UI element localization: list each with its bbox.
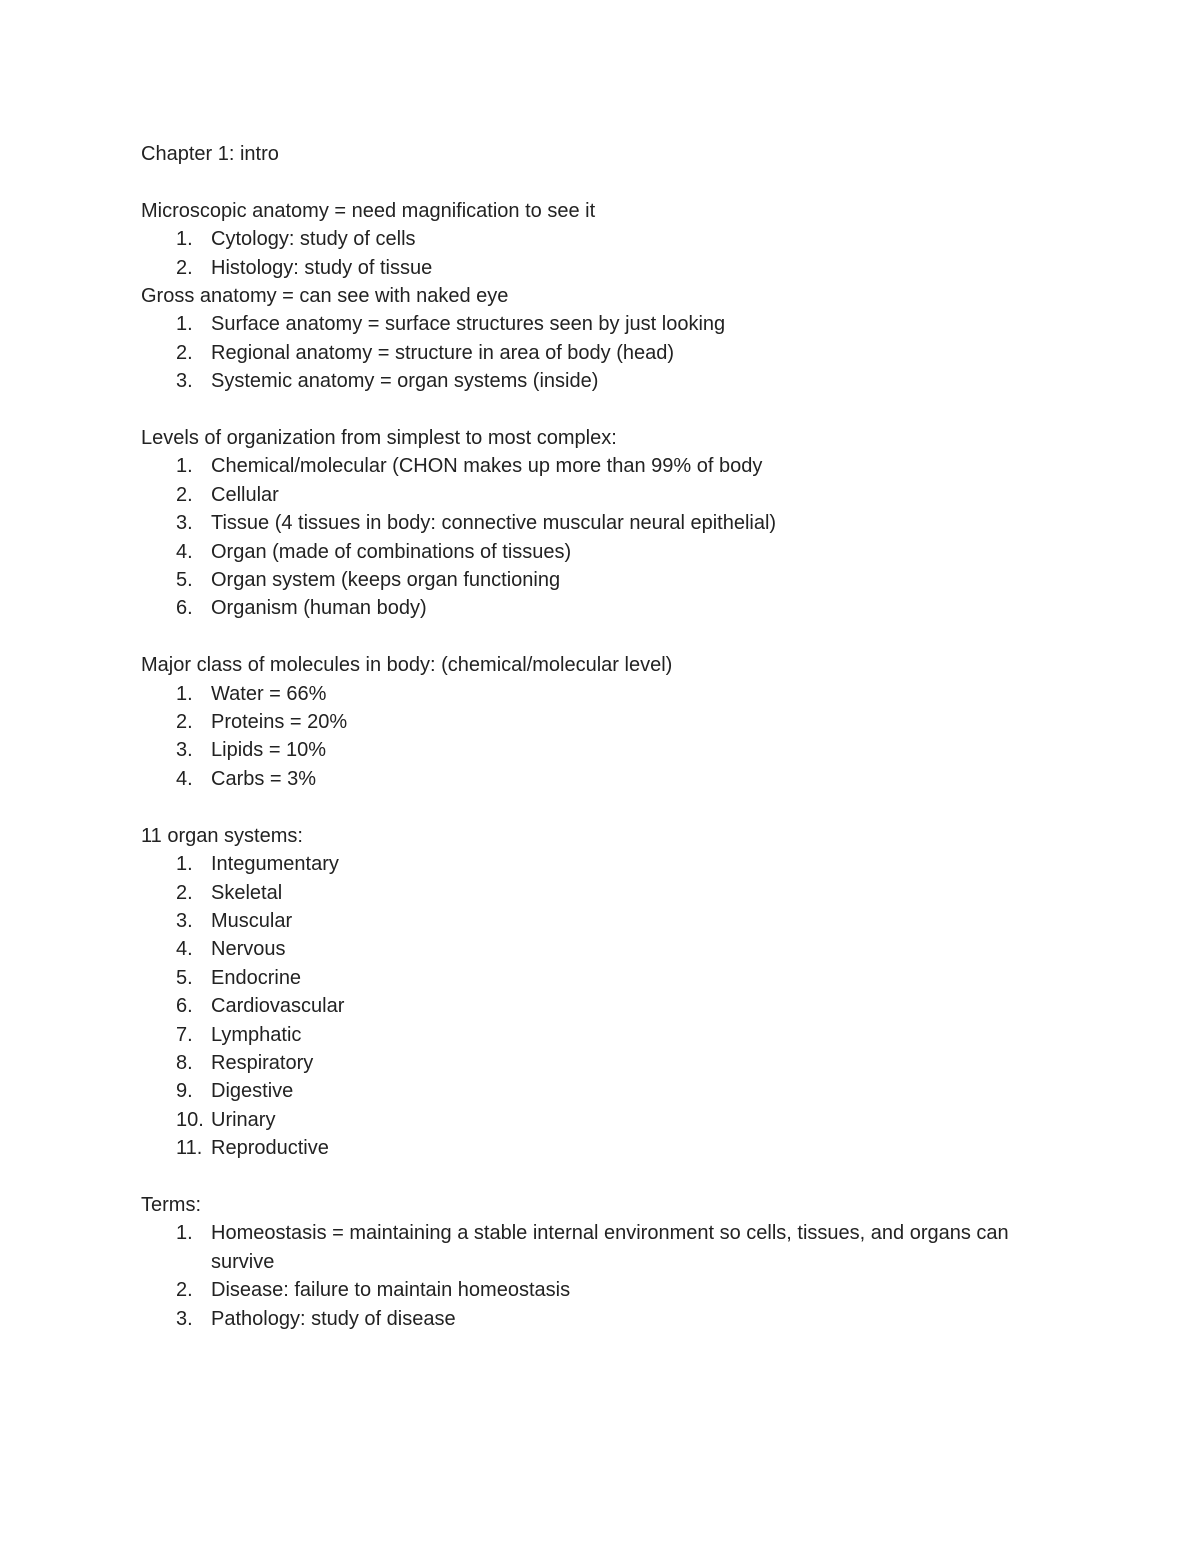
list-text: Lipids = 10% [211,739,327,762]
list-text: Urinary [211,1108,276,1131]
list-text: Organ system (keeps organ functioning [211,569,561,592]
list-number: 4. [176,938,193,961]
list-number: 3. [176,370,193,393]
list-text: Proteins = 20% [211,711,348,734]
section-heading-levels: Levels of organization from simplest to most complex: [141,427,617,450]
list-number: 2. [176,711,193,734]
list-gross [141,310,1041,395]
list-item [141,850,1041,878]
list-number: 1. [176,682,193,705]
list-number: 1. [176,853,193,876]
list-item [141,310,1041,338]
list-text: Organism (human body) [211,597,427,620]
list-item [141,907,1041,935]
list-item [141,225,1041,253]
list-item [141,594,1041,622]
list-item [141,509,1041,537]
spacer [141,396,1041,424]
list-item [141,879,1041,907]
list-item [141,1134,1041,1162]
list-number: 2. [176,483,193,506]
list-text: Water = 66% [211,682,327,705]
list-text: Integumentary [211,853,339,876]
list-text: Cytology: study of cells [211,228,416,251]
spacer [141,168,1041,196]
list-number: 5. [176,966,193,989]
list-text: Histology: study of tissue [211,256,433,279]
list-number: 6. [176,995,193,1018]
list-number: 6. [176,597,193,620]
list-number: 8. [176,1051,193,1074]
list-number: 1. [176,313,193,336]
list-item [141,708,1041,736]
list-item [141,992,1041,1020]
list-text: Pathology: study of disease [211,1307,456,1330]
document-body [141,140,1041,1333]
list-item [141,452,1041,480]
list-item [141,1049,1041,1077]
list-number: 4. [176,540,193,563]
list-text: Nervous [211,938,286,961]
list-number: 5. [176,569,193,592]
list-text: Reproductive [211,1137,329,1160]
list-text: Surface anatomy = surface structures seen by just looking [211,313,726,336]
list-microscopic [141,225,1041,282]
list-text: Homeostasis = maintaining a stable internal environment so cells, tissues, and organs can survive [211,1222,1009,1273]
list-number: 7. [176,1023,193,1046]
list-number: 9. [176,1080,193,1103]
list-item [141,481,1041,509]
list-item [141,566,1041,594]
list-number: 1. [176,1222,193,1245]
list-number: 3. [176,1307,193,1330]
list-number: 3. [176,739,193,762]
section-heading-organs: 11 organ systems: [141,824,303,847]
list-item [141,339,1041,367]
list-item [141,736,1041,764]
list-item [141,254,1041,282]
list-text: Respiratory [211,1051,314,1074]
list-number: 1. [176,228,193,251]
list-item [141,935,1041,963]
list-molecules [141,680,1041,794]
section-heading-terms: Terms: [141,1193,201,1216]
list-number: 2. [176,1279,193,1302]
list-text: Disease: failure to maintain homeostasis [211,1279,571,1302]
section-heading-gross: Gross anatomy = can see with naked eye [141,285,509,308]
spacer [141,623,1041,651]
list-item [141,1219,1041,1276]
section-heading-microscopic: Microscopic anatomy = need magnification to see it [141,199,596,222]
list-item [141,367,1041,395]
list-text: Skeletal [211,881,283,904]
list-levels [141,452,1041,622]
list-item [141,1106,1041,1134]
list-item [141,1021,1041,1049]
list-text: Cardiovascular [211,995,345,1018]
list-text: Muscular [211,909,293,932]
spacer [141,793,1041,821]
list-terms [141,1219,1041,1333]
list-text: Cellular [211,483,279,506]
page-title: Chapter 1: intro [141,143,279,165]
list-item [141,538,1041,566]
list-number: 3. [176,909,193,932]
list-number: 4. [176,767,193,790]
list-text: Chemical/molecular (CHON makes up more than 99% of body [211,455,763,478]
list-text: Endocrine [211,966,302,989]
list-text: Organ (made of combinations of tissues) [211,540,572,563]
list-number: 2. [176,881,193,904]
list-item [141,1077,1041,1105]
list-item [141,1276,1041,1304]
list-number: 2. [176,341,193,364]
list-text: Carbs = 3% [211,767,317,790]
list-item [141,964,1041,992]
list-text: Regional anatomy = structure in area of body (head) [211,341,675,364]
spacer [141,1163,1041,1191]
list-item [141,1305,1041,1333]
list-number: 3. [176,512,193,535]
list-number: 11. [176,1137,203,1160]
list-item [141,680,1041,708]
section-heading-molecules: Major class of molecules in body: (chemical/molecular level) [141,654,673,677]
list-text: Systemic anatomy = organ systems (inside) [211,370,599,393]
list-text: Tissue (4 tissues in body: connective muscular neural epithelial) [211,512,777,535]
list-number: 10. [176,1108,204,1131]
list-text: Lymphatic [211,1023,302,1046]
list-number: 2. [176,256,193,279]
list-item [141,765,1041,793]
list-number: 1. [176,455,193,478]
list-organs [141,850,1041,1162]
list-text: Digestive [211,1080,294,1103]
